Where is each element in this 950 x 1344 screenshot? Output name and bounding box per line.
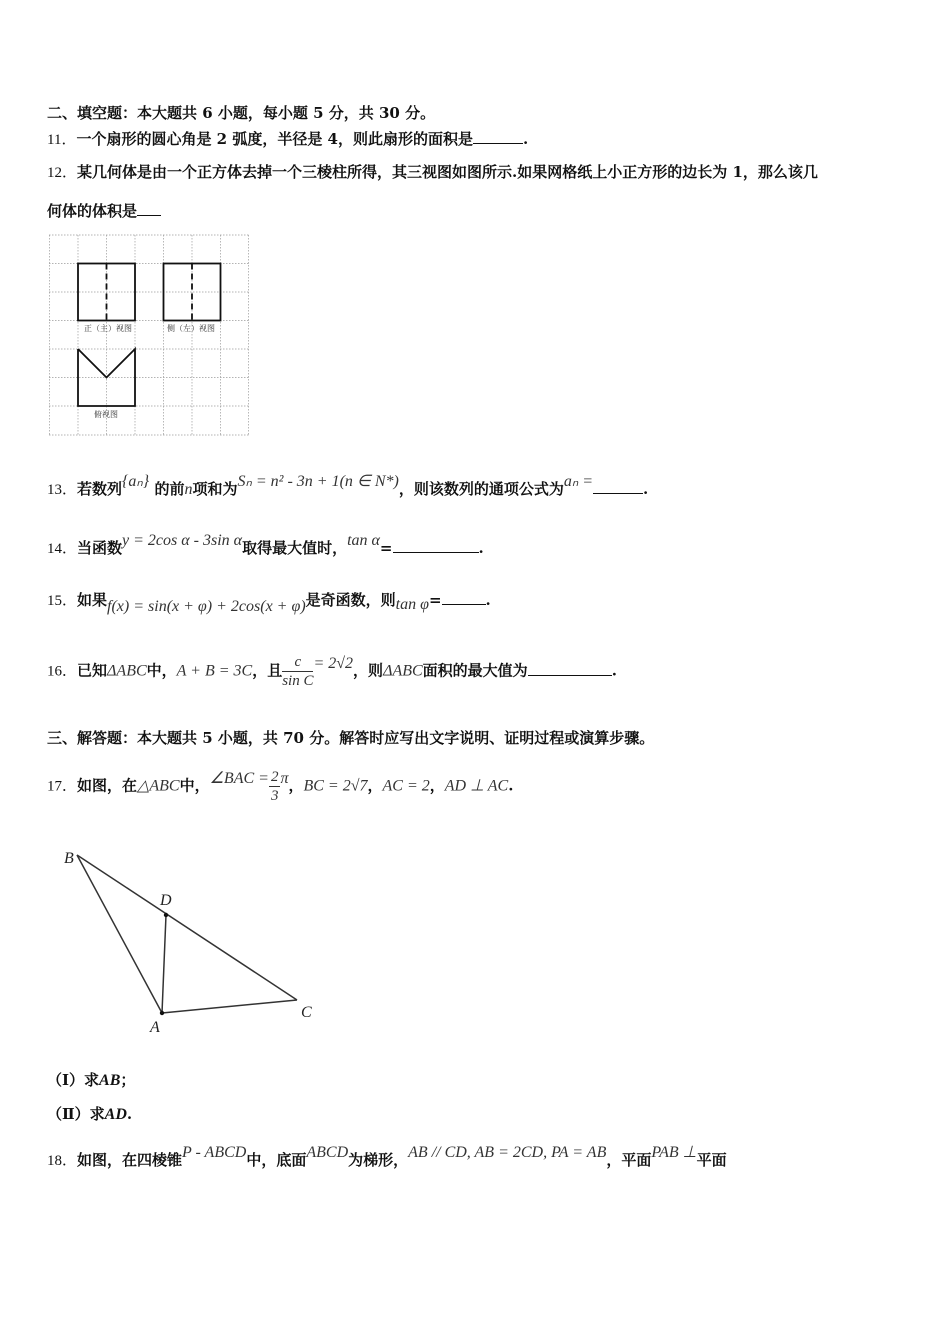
q15-eq: = bbox=[428, 591, 442, 609]
q16-triangle: ΔABC bbox=[107, 662, 147, 680]
q13-number: 13． bbox=[47, 482, 78, 498]
question-12-cont bbox=[47, 200, 161, 221]
q11-number: 11． bbox=[47, 132, 77, 148]
segment-ad bbox=[162, 915, 166, 1013]
q13-end: . bbox=[643, 480, 649, 498]
question-14 bbox=[47, 532, 484, 559]
section3-heading: 三、解答题：本大题共 5 小题，共 70 分。解答时应写出文字说明、证明过程或演算步骤。 bbox=[47, 729, 655, 747]
q14-text-1: 当函数 bbox=[77, 539, 123, 557]
q18-plane: PAB ⊥ bbox=[651, 1144, 697, 1161]
label-b: B bbox=[64, 850, 74, 867]
q17-bc: BC = 2√7 bbox=[303, 777, 368, 795]
q13-n: n bbox=[184, 481, 193, 498]
q16-text-1: 已知 bbox=[77, 661, 108, 680]
q15-blank[interactable] bbox=[442, 589, 486, 605]
q17-end: . bbox=[508, 776, 514, 795]
q16-number: 16． bbox=[47, 663, 78, 680]
q17-angle-pi: π bbox=[280, 769, 289, 787]
q14-text-2: 取得最大值时， bbox=[242, 539, 348, 557]
q12-text2: 何体的体积是 bbox=[47, 202, 138, 220]
q17-part2-text: （Ⅱ）求 bbox=[47, 1105, 105, 1123]
segment-ac bbox=[162, 1000, 297, 1013]
q17-angle-num: 2 bbox=[270, 769, 279, 785]
q17-text-1: 如图，在 bbox=[77, 776, 138, 795]
q17-text-2: 中， bbox=[179, 776, 210, 795]
point-a bbox=[160, 1011, 164, 1015]
q15-function: f(x) = sin(x + φ) + 2cos(x + φ) bbox=[107, 598, 306, 615]
question-16 bbox=[47, 653, 617, 690]
segment-ba bbox=[77, 855, 162, 1013]
q17-triangle: △ABC bbox=[137, 777, 180, 795]
question-11 bbox=[47, 128, 528, 150]
q15-text-2: 是奇函数，则 bbox=[305, 591, 396, 609]
q18-text-3: 为梯形， bbox=[348, 1151, 409, 1169]
question-18 bbox=[47, 1144, 727, 1171]
q17-sep-2: ， bbox=[367, 776, 383, 795]
q18-number: 18． bbox=[47, 1153, 78, 1169]
q12-blank[interactable] bbox=[137, 200, 161, 216]
q16-text-3: ，且 bbox=[252, 661, 283, 680]
q14-number: 14． bbox=[47, 541, 78, 557]
q15-end: . bbox=[485, 591, 491, 609]
q17-ac: AC = 2 bbox=[382, 777, 430, 795]
q17-part1-var: AB bbox=[99, 1072, 121, 1089]
q12-text: 某几何体是由一个正方体去掉一个三棱柱所得，其三视图如图所示.如果网格纸上小正方形的边长为 1，那么该几 bbox=[77, 163, 818, 181]
q18-text-4: ，平面 bbox=[606, 1151, 652, 1169]
q14-tan: tan α bbox=[347, 532, 380, 549]
side-view-label: 侧（左）视图 bbox=[167, 324, 215, 333]
section2-heading: 二、填空题：本大题共 6 小题，每小题 5 分，共 30 分。 bbox=[47, 104, 436, 122]
q11-text: 一个扇形的圆心角是 2 弧度，半径是 4，则此扇形的面积是 bbox=[76, 130, 473, 148]
q16-fraction bbox=[282, 653, 313, 690]
q17-part2-end: . bbox=[126, 1105, 133, 1123]
q12-number: 12． bbox=[47, 165, 78, 181]
point-d bbox=[164, 913, 168, 917]
q11-end: . bbox=[523, 130, 529, 148]
q13-sequence: {aₙ} bbox=[122, 473, 150, 490]
q18-condition: AB // CD, AB = 2CD, PA = AB bbox=[408, 1144, 607, 1161]
q16-text-4: ，则 bbox=[353, 661, 384, 680]
q14-end: . bbox=[478, 539, 484, 557]
q11-blank[interactable] bbox=[473, 128, 523, 144]
q13-an: aₙ = bbox=[563, 473, 594, 490]
q14-eq: = bbox=[379, 539, 393, 557]
q16-end: . bbox=[611, 661, 617, 680]
q17-angle-fraction bbox=[269, 768, 281, 805]
q15-text-1: 如果 bbox=[77, 591, 108, 609]
q16-frac-rhs: = 2√2 bbox=[313, 654, 354, 672]
triangle-figure bbox=[60, 845, 330, 1040]
q16-frac-num: c bbox=[282, 653, 313, 672]
q15-number: 15． bbox=[47, 593, 78, 609]
q16-frac-den: sin C bbox=[282, 673, 314, 689]
q18-base: ABCD bbox=[306, 1144, 349, 1161]
q17-part2-var: AD bbox=[104, 1106, 127, 1123]
q17-sep-3: ， bbox=[429, 776, 445, 795]
q17-part1-text: （Ⅰ）求 bbox=[47, 1071, 100, 1089]
q14-blank[interactable] bbox=[393, 537, 479, 553]
q16-condition: A + B = 3C bbox=[176, 662, 253, 680]
label-c: C bbox=[301, 1004, 312, 1021]
q17-ad: AD ⊥ AC bbox=[444, 777, 509, 795]
segment-bc bbox=[77, 855, 297, 1000]
top-view-label: 俯视图 bbox=[94, 410, 118, 419]
q18-text-2: 中，底面 bbox=[246, 1151, 307, 1169]
q18-text-5: 平面 bbox=[696, 1151, 727, 1169]
q15-tan: tan φ bbox=[395, 596, 429, 613]
q14-function: y = 2cos α - 3sin α bbox=[122, 532, 243, 549]
question-17 bbox=[47, 768, 513, 805]
front-view-label: 正（主）视图 bbox=[84, 324, 132, 333]
three-view-figure bbox=[49, 234, 251, 438]
q17-number: 17． bbox=[47, 778, 78, 795]
q18-text-1: 如图，在四棱锥 bbox=[77, 1151, 183, 1169]
q13-text-1: 若数列 bbox=[77, 480, 123, 498]
label-d: D bbox=[160, 892, 172, 909]
q16-blank[interactable] bbox=[528, 660, 612, 676]
label-a: A bbox=[150, 1019, 160, 1036]
q17-sep-1: ， bbox=[288, 776, 304, 795]
q13-blank[interactable] bbox=[593, 478, 643, 494]
q16-triangle-2: ΔABC bbox=[383, 662, 423, 680]
q17-angle-lhs: ∠BAC = bbox=[209, 769, 269, 787]
q13-sum-formula: Sₙ = n² - 3n + 1(n ∈ N*) bbox=[237, 473, 399, 490]
q17-part-1 bbox=[47, 1070, 135, 1091]
q16-text-2: 中， bbox=[146, 661, 177, 680]
q17-part-2 bbox=[47, 1104, 132, 1125]
q13-text-3: 项和为 bbox=[192, 480, 238, 498]
q17-angle-den: 3 bbox=[270, 788, 279, 804]
q13-text-4: ，则该数列的通项公式为 bbox=[398, 480, 564, 498]
question-15 bbox=[47, 589, 491, 615]
q18-pyramid: P - ABCD bbox=[182, 1144, 247, 1161]
q13-text-2: 的前 bbox=[154, 480, 185, 498]
q17-part1-end: ； bbox=[120, 1071, 136, 1089]
question-13 bbox=[47, 473, 649, 500]
q16-text-5: 面积的最大值为 bbox=[422, 661, 528, 680]
question-12 bbox=[47, 162, 818, 183]
